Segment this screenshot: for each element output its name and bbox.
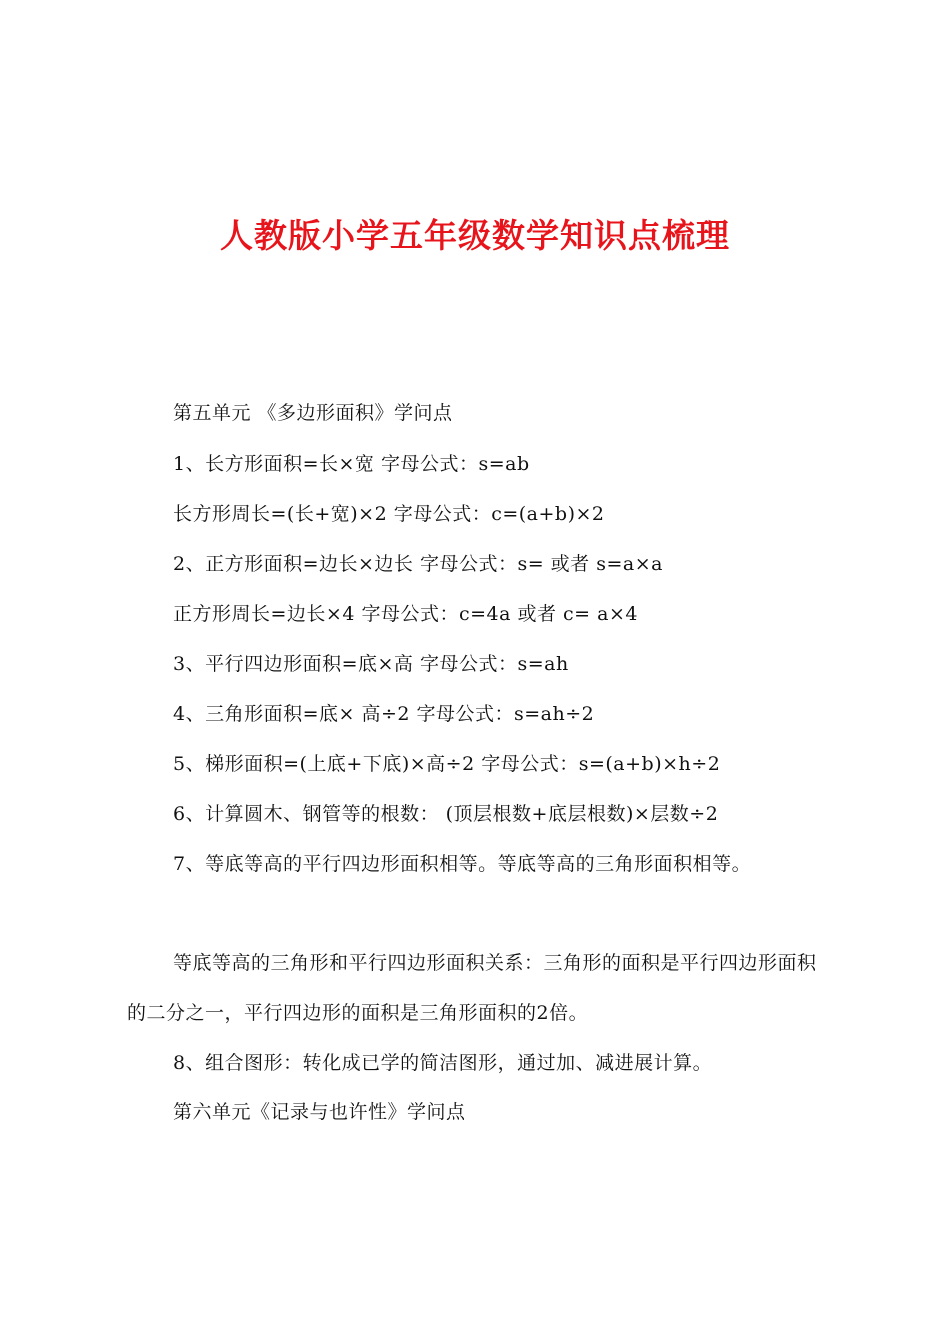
page-title: 人教版小学五年级数学知识点梳理 xyxy=(220,216,730,255)
section-heading-unit-5: 第五单元 《多边形面积》学问点 xyxy=(173,402,453,424)
text-line: 5、梯形面积=(上底+下底)×高÷2 字母公式：s=(a+b)×h÷2 xyxy=(173,753,721,775)
text-line: 2、正方形面积=边长×边长 字母公式：s= 或者 s=a×a xyxy=(173,553,663,575)
text-line: 4、三角形面积=底× 高÷2 字母公式：s=ah÷2 xyxy=(173,703,595,725)
text-line: 3、平行四边形面积=底×高 字母公式：s=ah xyxy=(173,653,569,675)
text-line: 7、等底等高的平行四边形面积相等。等底等高的三角形面积相等。 xyxy=(173,853,752,875)
text-line: 8、组合图形：转化成已学的简洁图形，通过加、减进展计算。 xyxy=(173,1052,713,1074)
text-line: 6、计算圆木、钢管等的根数： (顶层根数+底层根数)×层数÷2 xyxy=(173,803,719,825)
text-line: 长方形周长=(长+宽)×2 字母公式：c=(a+b)×2 xyxy=(173,503,605,525)
section-heading-unit-6: 第六单元《记录与也许性》学问点 xyxy=(173,1101,466,1123)
text-line: 1、长方形面积=长×宽 字母公式：s=ab xyxy=(173,453,530,475)
text-line: 正方形周长=边长×4 字母公式：c=4a 或者 c= a×4 xyxy=(173,603,638,625)
body-paragraph: 等底等高的三角形和平行四边形面积关系：三角形的面积是平行四边形面积的二分之一，平行四边形的面积是三角形面积的2倍。 xyxy=(127,952,817,1024)
